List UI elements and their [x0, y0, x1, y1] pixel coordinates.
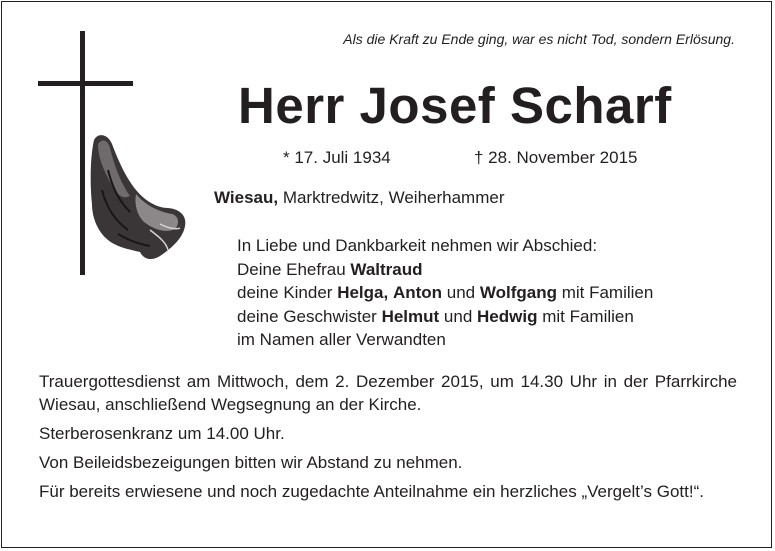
siblings-suffix: mit Familien — [537, 306, 634, 326]
deceased-name: Herr Josef Scharf — [238, 77, 672, 134]
children-and: und — [442, 283, 480, 302]
service-mass: Trauergottesdienst am Mittwoch, dem 2. Dezember 2015, um 14.30 Uhr in der Pfarrkirche Wiesau, anschließend Wegsegnung an der Kirche. — [39, 372, 737, 414]
family-intro: In Liebe und Dankbarkeit nehmen wir Abschied: — [237, 236, 598, 255]
wife-prefix: Deine Ehefrau — [237, 259, 351, 279]
sibling-name: Hedwig — [477, 306, 538, 326]
service-thanks: Für bereits erwiesene und noch zugedachte Anteilnahme ein herzliches „Vergelt’s Gott!“. — [39, 482, 704, 501]
family-siblings-line — [237, 305, 653, 329]
birth-date: * 17. Juli 1934 — [283, 148, 391, 167]
family-children-line — [237, 281, 653, 305]
family-block — [237, 234, 653, 352]
place-main: Wiesau, — [214, 188, 279, 207]
wife-name: Waltraud — [350, 259, 423, 279]
place-rest: Marktredwitz, Weiherhammer — [278, 188, 505, 207]
children-suffix: mit Familien — [556, 283, 654, 302]
service-block — [39, 370, 737, 509]
family-wife-line — [237, 258, 653, 282]
service-condolences: Von Beileidsbezeigungen bitten wir Abstand zu nehmen. — [39, 453, 463, 472]
motto-quote: Als die Kraft zu Ende ging, war es nicht Tod, sondern Erlösung. — [343, 31, 735, 47]
child-name: Anton — [392, 283, 443, 302]
death-date: † 28. November 2015 — [474, 148, 638, 167]
child-name: Wolfgang — [479, 283, 557, 302]
child-name: Helga, — [337, 283, 389, 302]
siblings-prefix: deine Geschwister — [237, 306, 382, 326]
sibling-name: Helmut — [381, 306, 440, 326]
praying-hands-icon — [88, 130, 188, 262]
family-closing: im Namen aller Verwandten — [237, 330, 446, 349]
children-prefix: deine Kinder — [237, 283, 338, 302]
service-rosary: Sterberosenkranz um 14.00 Uhr. — [39, 424, 285, 443]
siblings-and: und — [439, 306, 478, 326]
places-line — [214, 188, 505, 208]
